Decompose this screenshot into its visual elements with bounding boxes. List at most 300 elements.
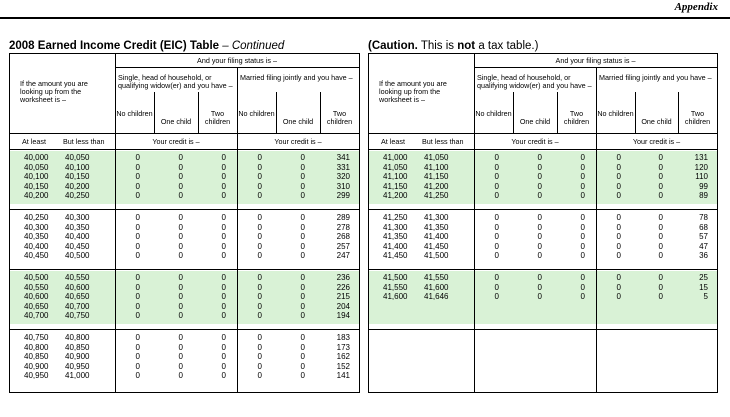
credit-value: 0	[494, 222, 499, 232]
amount-at-least: 40,850	[24, 352, 49, 362]
credit-value: 0	[178, 333, 183, 342]
credit-value: 0	[221, 232, 226, 242]
amount-at-least: 41,050	[383, 162, 408, 172]
credit-value: 0	[658, 162, 663, 172]
amount-but-less-than: 41,250	[424, 191, 449, 201]
single-one-child-header: One child	[160, 117, 192, 126]
row-divider	[474, 67, 717, 68]
credit-value: 0	[178, 222, 183, 232]
credit-value: 0	[300, 251, 305, 261]
credit-value: 0	[257, 162, 262, 172]
married-one-child-header: One child	[641, 117, 672, 126]
credit-value: 0	[580, 181, 585, 191]
credit-value: 0	[494, 153, 499, 162]
credit-value: 0	[257, 181, 262, 191]
credit-value: 0	[658, 251, 663, 261]
credit-value: 0	[135, 282, 140, 292]
credit-value: 0	[658, 181, 663, 191]
credit-value: 0	[616, 222, 621, 232]
credit-value: 0	[135, 342, 140, 352]
amount-at-least: 40,550	[24, 282, 49, 292]
credit-value: 0	[616, 251, 621, 261]
credit-value: 0	[494, 232, 499, 242]
credit-value: 0	[178, 301, 183, 311]
credit-value: 0	[135, 292, 140, 302]
credit-value: 0	[221, 292, 226, 302]
credit-value: 0	[580, 273, 585, 282]
amount-but-less-than: 41,100	[424, 162, 449, 172]
credit-value: 0	[221, 172, 226, 182]
col-divider	[513, 92, 514, 133]
amount-but-less-than: 40,300	[65, 213, 90, 222]
credit-value: 0	[178, 361, 183, 371]
credit-value: 0	[300, 222, 305, 232]
amount-at-least: 40,950	[24, 371, 49, 381]
amount-at-least: 40,200	[24, 191, 49, 201]
row-divider	[369, 149, 717, 150]
amount-but-less-than: 40,800	[65, 333, 90, 342]
credit-value: 0	[257, 371, 262, 381]
credit-value: 0	[221, 153, 226, 162]
credit-value: 0	[300, 361, 305, 371]
credit-value: 131	[694, 153, 708, 162]
credit-value: 0	[257, 342, 262, 352]
amount-but-less-than: 40,250	[65, 191, 90, 201]
green-band	[369, 151, 717, 204]
credit-value: 57	[699, 232, 708, 242]
amount-but-less-than: 40,500	[65, 251, 90, 261]
credit-value: 0	[300, 191, 305, 201]
credit-value: 0	[178, 251, 183, 261]
credit-value: 0	[257, 273, 262, 282]
credit-value: 0	[537, 222, 542, 232]
credit-value: 0	[616, 241, 621, 251]
credit-value: 0	[580, 241, 585, 251]
credit-value: 0	[580, 172, 585, 182]
credit-value: 0	[221, 352, 226, 362]
amount-but-less-than: 41,200	[424, 181, 449, 191]
credit-value: 0	[494, 251, 499, 261]
credit-value: 0	[178, 172, 183, 182]
credit-value: 0	[537, 241, 542, 251]
amount-at-least: 40,650	[24, 301, 49, 311]
single-credit-header: Your credit is –	[511, 137, 559, 146]
row-divider	[369, 209, 717, 210]
amount-but-less-than: 41,646	[424, 292, 449, 302]
credit-value: 0	[178, 311, 183, 321]
amount-but-less-than: 40,350	[65, 222, 90, 232]
credit-value: 0	[494, 241, 499, 251]
amount-but-less-than: 40,700	[65, 301, 90, 311]
credit-value: 0	[537, 162, 542, 172]
credit-value: 0	[221, 301, 226, 311]
credit-value: 0	[135, 153, 140, 162]
amount-description: If the amount you are looking up from the worksheet is –	[379, 79, 447, 104]
credit-value: 183	[336, 333, 350, 342]
credit-value: 0	[658, 172, 663, 182]
but-less-than-header: But less than	[422, 137, 464, 146]
credit-value: 0	[580, 162, 585, 172]
credit-value: 173	[336, 342, 350, 352]
credit-value: 0	[580, 232, 585, 242]
credit-value: 0	[300, 213, 305, 222]
caution-not: not	[457, 40, 476, 52]
single-two-children-header: Two children	[563, 109, 590, 126]
credit-value: 0	[494, 273, 499, 282]
married-credit-header: Your credit is –	[632, 137, 681, 146]
amount-but-less-than: 41,150	[424, 172, 449, 182]
row-divider	[115, 67, 359, 68]
eic-table-left	[9, 53, 360, 393]
amount-at-least: 41,550	[383, 282, 408, 292]
single-one-child-header: One child	[519, 117, 551, 126]
amount-at-least: 40,300	[24, 222, 49, 232]
row-divider	[369, 269, 717, 270]
row-divider	[10, 149, 359, 150]
credit-value: 0	[178, 371, 183, 381]
credit-value: 0	[658, 191, 663, 201]
but-less-than-header: But less than	[63, 137, 105, 146]
credit-value: 0	[135, 311, 140, 321]
credit-value: 215	[336, 292, 350, 302]
credit-value: 0	[494, 162, 499, 172]
credit-value: 0	[658, 292, 663, 302]
credit-value: 0	[658, 153, 663, 162]
credit-value: 0	[135, 333, 140, 342]
credit-value: 110	[695, 172, 708, 182]
credit-value: 0	[257, 251, 262, 261]
married-group-header: Married filing jointly and you have –	[240, 73, 353, 82]
col-divider	[635, 92, 636, 133]
credit-value: 341	[336, 153, 350, 162]
credit-value: 0	[300, 342, 305, 352]
credit-value: 0	[257, 311, 262, 321]
amount-but-less-than: 40,400	[65, 232, 90, 242]
credit-value: 68	[699, 222, 708, 232]
credit-value: 194	[336, 311, 350, 321]
amount-at-least: 41,300	[383, 222, 408, 232]
eic-table-right	[368, 53, 718, 393]
credit-value: 0	[300, 333, 305, 342]
right-table-caution	[368, 40, 538, 52]
green-band	[10, 151, 359, 204]
credit-value: 0	[135, 181, 140, 191]
credit-value: 0	[221, 311, 226, 321]
credit-value: 0	[580, 213, 585, 222]
amount-but-less-than: 40,550	[65, 273, 90, 282]
amount-at-least: 41,500	[383, 273, 408, 282]
credit-value: 0	[178, 282, 183, 292]
amount-at-least: 40,600	[24, 292, 49, 302]
credit-value: 0	[616, 292, 621, 302]
row-divider	[10, 269, 359, 270]
amount-at-least: 41,350	[383, 232, 408, 242]
credit-value: 0	[300, 172, 305, 182]
credit-value: 0	[221, 251, 226, 261]
credit-value: 0	[178, 191, 183, 201]
credit-value: 0	[257, 282, 262, 292]
credit-value: 0	[658, 241, 663, 251]
amount-at-least: 40,900	[24, 361, 49, 371]
credit-value: 289	[336, 213, 350, 222]
credit-value: 0	[178, 352, 183, 362]
amount-at-least: 41,150	[383, 181, 408, 191]
credit-value: 310	[336, 181, 350, 191]
credit-value: 0	[580, 282, 585, 292]
credit-value: 0	[494, 172, 499, 182]
credit-value: 0	[580, 153, 585, 162]
married-one-child-header: One child	[282, 117, 314, 126]
credit-value: 0	[178, 213, 183, 222]
caution-post: a tax table.)	[475, 40, 539, 52]
credit-value: 0	[221, 162, 226, 172]
amount-but-less-than: 40,450	[65, 241, 90, 251]
row-divider	[369, 133, 717, 134]
credit-value: 204	[336, 301, 350, 311]
left-table-title	[9, 40, 284, 52]
caution-mid: This is	[417, 40, 458, 52]
credit-value: 0	[257, 361, 262, 371]
row-divider	[10, 209, 359, 210]
credit-value: 0	[616, 162, 621, 172]
credit-value: 0	[537, 292, 542, 302]
amount-but-less-than: 40,150	[65, 172, 90, 182]
credit-value: 257	[336, 241, 350, 251]
amount-but-less-than: 40,050	[65, 153, 90, 162]
credit-value: 47	[699, 241, 708, 251]
married-two-children-header: Two children	[684, 109, 711, 126]
amount-but-less-than: 40,200	[65, 181, 90, 191]
credit-value: 0	[178, 181, 183, 191]
credit-value: 0	[135, 371, 140, 381]
credit-value: 0	[616, 273, 621, 282]
credit-value: 0	[135, 222, 140, 232]
credit-value: 0	[300, 292, 305, 302]
credit-value: 15	[699, 282, 708, 292]
credit-value: 0	[616, 282, 621, 292]
credit-value: 89	[699, 191, 708, 201]
amount-but-less-than: 41,550	[424, 273, 449, 282]
credit-value: 0	[221, 333, 226, 342]
credit-value: 0	[537, 181, 542, 191]
credit-value: 0	[300, 311, 305, 321]
credit-value: 268	[336, 232, 350, 242]
green-band	[10, 271, 359, 324]
credit-value: 0	[658, 213, 663, 222]
amount-at-least: 40,500	[24, 273, 49, 282]
credit-value: 0	[135, 213, 140, 222]
single-group-header: Single, head of household, or qualifying widow(er) and you have –	[118, 73, 233, 90]
amount-but-less-than: 40,850	[65, 342, 90, 352]
married-group-header: Married filing jointly and you have –	[599, 73, 712, 82]
credit-value: 0	[616, 181, 621, 191]
credit-value: 0	[178, 153, 183, 162]
amount-at-least: 41,250	[383, 213, 408, 222]
filing-status-header: And your filing status is –	[197, 56, 277, 65]
left-title-continued: – Continued	[219, 40, 285, 52]
credit-value: 0	[300, 153, 305, 162]
credit-value: 0	[135, 273, 140, 282]
credit-value: 0	[658, 232, 663, 242]
credit-value: 0	[580, 251, 585, 261]
amount-at-least: 40,000	[24, 153, 49, 162]
credit-value: 0	[580, 191, 585, 201]
amount-but-less-than: 40,750	[65, 311, 90, 321]
amount-at-least: 40,750	[24, 333, 49, 342]
credit-value: 0	[494, 213, 499, 222]
amount-at-least: 40,450	[24, 251, 49, 261]
row-divider	[10, 329, 359, 330]
credit-value: 0	[257, 232, 262, 242]
row-divider	[10, 133, 359, 134]
credit-value: 0	[135, 241, 140, 251]
amount-but-less-than: 40,950	[65, 361, 90, 371]
amount-at-least: 40,800	[24, 342, 49, 352]
credit-value: 0	[257, 172, 262, 182]
credit-value: 0	[178, 292, 183, 302]
credit-value: 78	[699, 213, 708, 222]
credit-value: 0	[300, 352, 305, 362]
credit-value: 120	[694, 162, 708, 172]
credit-value: 0	[178, 162, 183, 172]
credit-value: 247	[336, 251, 350, 261]
credit-value: 0	[537, 282, 542, 292]
credit-value: 0	[257, 241, 262, 251]
credit-value: 0	[257, 301, 262, 311]
credit-value: 0	[178, 342, 183, 352]
credit-value: 0	[494, 191, 499, 201]
amount-but-less-than: 41,350	[424, 222, 449, 232]
at-least-header: At least	[22, 137, 46, 146]
credit-value: 0	[135, 251, 140, 261]
left-title-main: 2008 Earned Income Credit (EIC) Table	[9, 40, 220, 52]
green-band	[369, 271, 717, 324]
amount-at-least: 41,450	[383, 251, 408, 261]
amount-but-less-than: 41,600	[424, 282, 449, 292]
amount-at-least: 40,250	[24, 213, 49, 222]
credit-value: 0	[616, 191, 621, 201]
credit-value: 0	[135, 162, 140, 172]
credit-value: 0	[616, 172, 621, 182]
amount-at-least: 40,100	[24, 172, 49, 182]
credit-value: 0	[537, 232, 542, 242]
caution-label: (Caution.	[368, 40, 418, 52]
credit-value: 0	[537, 213, 542, 222]
at-least-header: At least	[381, 137, 405, 146]
credit-value: 0	[221, 181, 226, 191]
credit-value: 0	[300, 273, 305, 282]
amount-but-less-than: 41,050	[424, 153, 449, 162]
appendix-label: Appendix	[674, 1, 718, 13]
amount-but-less-than: 40,650	[65, 292, 90, 302]
amount-at-least: 40,150	[24, 181, 49, 191]
credit-value: 320	[336, 172, 350, 182]
credit-value: 0	[537, 191, 542, 201]
credit-value: 0	[580, 292, 585, 302]
single-no-children-header: No children	[116, 109, 153, 118]
credit-value: 0	[221, 342, 226, 352]
credit-value: 0	[257, 213, 262, 222]
amount-description: If the amount you are looking up from the worksheet is –	[20, 79, 88, 104]
credit-value: 0	[300, 282, 305, 292]
credit-value: 0	[616, 213, 621, 222]
amount-at-least: 41,600	[383, 292, 408, 302]
credit-value: 0	[135, 352, 140, 362]
credit-value: 0	[135, 361, 140, 371]
credit-value: 0	[178, 241, 183, 251]
credit-value: 0	[616, 232, 621, 242]
credit-value: 25	[699, 273, 708, 282]
credit-value: 0	[135, 301, 140, 311]
credit-value: 0	[257, 191, 262, 201]
credit-value: 331	[336, 162, 350, 172]
married-two-children-header: Two children	[326, 109, 353, 126]
single-group-header: Single, head of household, or qualifying widow(er) and you have –	[477, 73, 592, 90]
credit-value: 0	[221, 241, 226, 251]
credit-value: 0	[221, 361, 226, 371]
credit-value: 226	[336, 282, 350, 292]
credit-value: 5	[703, 292, 708, 302]
credit-value: 299	[336, 191, 350, 201]
credit-value: 0	[300, 241, 305, 251]
credit-value: 0	[135, 232, 140, 242]
credit-value: 0	[221, 282, 226, 292]
credit-value: 0	[178, 273, 183, 282]
credit-value: 99	[699, 181, 708, 191]
amount-at-least: 40,050	[24, 162, 49, 172]
credit-value: 0	[221, 371, 226, 381]
credit-value: 0	[537, 172, 542, 182]
credit-value: 0	[257, 222, 262, 232]
amount-but-less-than: 41,000	[65, 371, 90, 381]
credit-value: 0	[537, 273, 542, 282]
credit-value: 162	[336, 352, 350, 362]
col-divider	[154, 92, 155, 133]
credit-value: 0	[221, 213, 226, 222]
credit-value: 0	[257, 333, 262, 342]
credit-value: 0	[135, 172, 140, 182]
single-no-children-header: No children	[475, 109, 512, 118]
credit-value: 0	[257, 352, 262, 362]
amount-but-less-than: 40,600	[65, 282, 90, 292]
amount-at-least: 41,100	[383, 172, 408, 182]
credit-value: 0	[178, 232, 183, 242]
amount-at-least: 40,350	[24, 232, 49, 242]
credit-value: 0	[300, 181, 305, 191]
amount-but-less-than: 40,900	[65, 352, 90, 362]
credit-value: 141	[336, 371, 350, 381]
amount-at-least: 40,700	[24, 311, 49, 321]
credit-value: 278	[336, 222, 350, 232]
credit-value: 0	[135, 191, 140, 201]
credit-value: 0	[658, 282, 663, 292]
credit-value: 0	[658, 222, 663, 232]
credit-value: 0	[221, 191, 226, 201]
amount-at-least: 41,200	[383, 191, 408, 201]
single-two-children-header: Two children	[204, 109, 231, 126]
credit-value: 0	[221, 222, 226, 232]
amount-at-least: 41,000	[383, 153, 408, 162]
married-no-children-header: No children	[597, 109, 634, 118]
filing-status-header: And your filing status is –	[555, 56, 636, 65]
credit-value: 0	[537, 153, 542, 162]
credit-value: 0	[300, 301, 305, 311]
row-divider	[369, 329, 717, 330]
credit-value: 236	[336, 273, 350, 282]
credit-value: 0	[580, 222, 585, 232]
credit-value: 0	[257, 153, 262, 162]
credit-value: 0	[300, 232, 305, 242]
